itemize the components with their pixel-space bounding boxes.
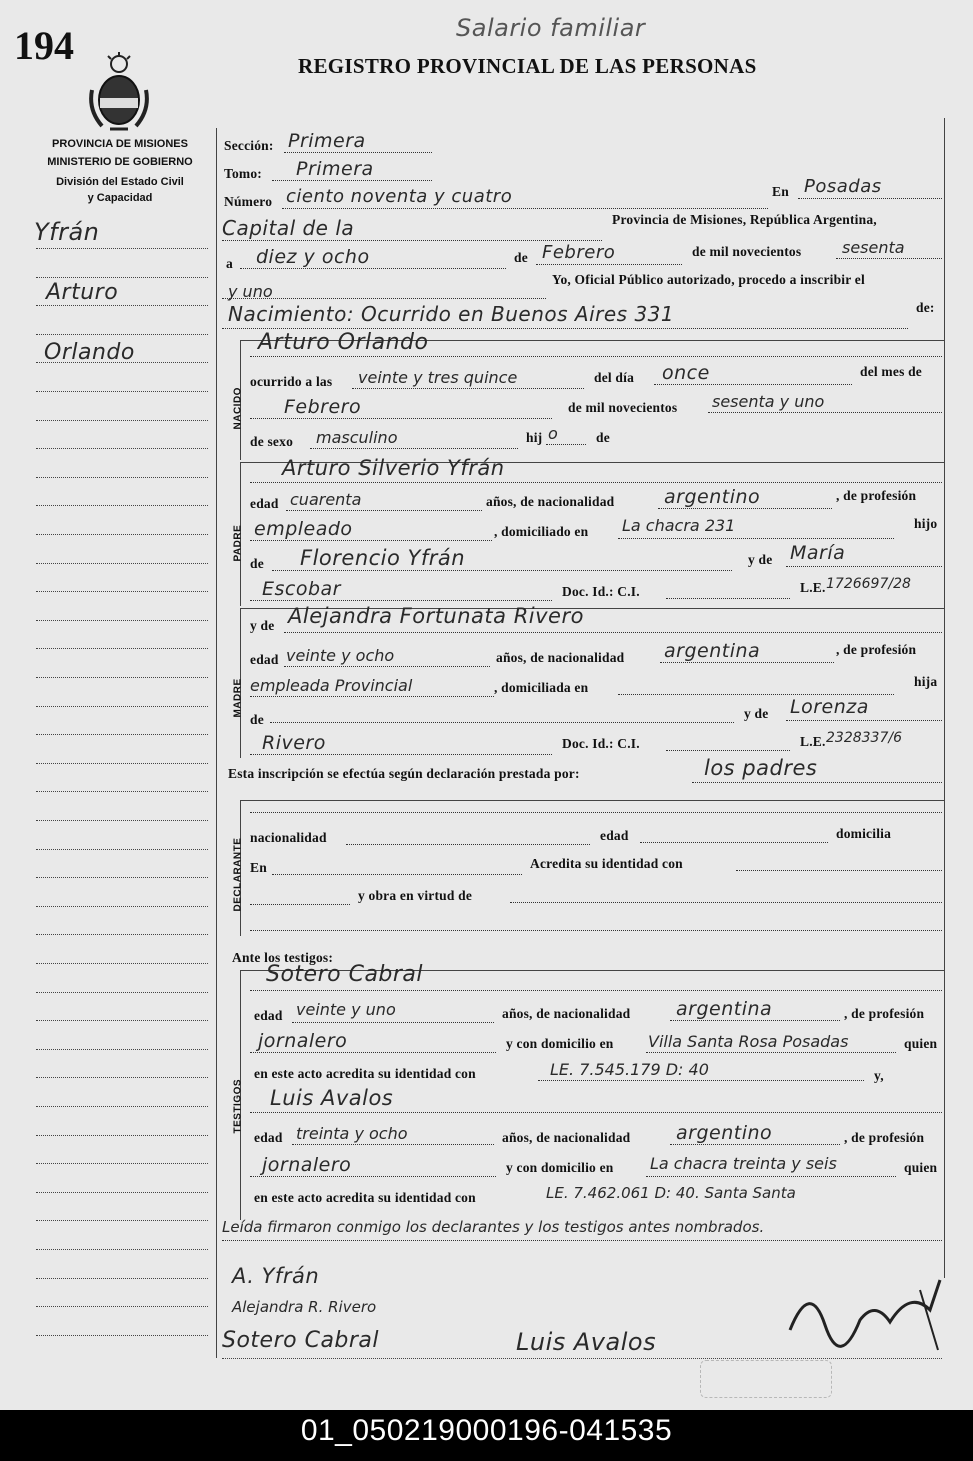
label-de-abuelo: de bbox=[250, 556, 264, 571]
coat-of-arms-icon bbox=[88, 50, 150, 132]
label-nac-t2: años, de nacionalidad bbox=[502, 1130, 631, 1145]
label-le-madre: L.E. bbox=[800, 734, 826, 749]
label-de-colon: de: bbox=[916, 300, 935, 315]
label-ante-testigos: Ante los testigos: bbox=[232, 950, 334, 965]
section-declarante: DECLARANTE bbox=[232, 837, 244, 912]
value-testigo1-nacionalidad: argentina bbox=[676, 998, 773, 1020]
value-madre-abuela-apellido: Rivero bbox=[262, 732, 326, 754]
label-nacionalidad-decl: nacionalidad bbox=[250, 830, 327, 845]
label-de-mes: de bbox=[514, 250, 528, 265]
margin-rule bbox=[36, 706, 208, 707]
value-declarantes: los padres bbox=[704, 756, 818, 780]
issuer-line-2: MINISTERIO DE GOBIERNO bbox=[47, 156, 193, 168]
issuer-line-1: PROVINCIA DE MISIONES bbox=[52, 138, 188, 150]
section-madre: MADRE bbox=[232, 678, 244, 718]
value-numero: ciento noventa y cuatro bbox=[286, 186, 513, 207]
value-hora: veinte y tres quince bbox=[358, 368, 518, 387]
margin-rule bbox=[36, 534, 208, 535]
value-madre-edad: veinte y ocho bbox=[286, 646, 395, 665]
margin-rule bbox=[36, 1306, 208, 1307]
margin-rule bbox=[36, 1335, 208, 1336]
margin-rule bbox=[36, 648, 208, 649]
margin-rule bbox=[36, 563, 208, 564]
value-testigo1-domicilio: Villa Santa Rosa Posadas bbox=[648, 1032, 849, 1051]
value-anio: sesenta bbox=[842, 238, 905, 257]
label-seccion: Sección: bbox=[224, 138, 274, 153]
label-anos-nac-padre: años, de nacionalidad bbox=[486, 494, 615, 509]
section-padre: PADRE bbox=[232, 524, 244, 562]
value-testigo2-domicilio: La chacra treinta y seis bbox=[650, 1154, 837, 1173]
margin-rule bbox=[36, 1020, 208, 1021]
margin-rule bbox=[36, 334, 208, 335]
label-edad-padre: edad bbox=[250, 496, 279, 511]
label-oficial: Yo, Oficial Público autorizado, procedo a inscribir el bbox=[552, 272, 865, 287]
label-y-de-abuela-m: y de bbox=[744, 706, 769, 721]
margin-rule bbox=[36, 734, 208, 735]
margin-rule bbox=[36, 1163, 208, 1164]
label-le-padre: L.E. bbox=[800, 580, 826, 595]
section-nacido: NACIDO bbox=[232, 387, 244, 430]
value-sexo: masculino bbox=[316, 428, 398, 447]
column-divider bbox=[216, 128, 217, 1358]
value-hij-suffix: o bbox=[548, 424, 558, 443]
value-testigo2-doc: LE. 7.462.061 D: 40. Santa Santa bbox=[546, 1184, 796, 1202]
issuer-line-4: y Capacidad bbox=[87, 192, 153, 204]
label-domiciliada: , domiciliada en bbox=[494, 680, 589, 695]
signature-3: Sotero Cabral bbox=[222, 1328, 380, 1353]
label-doc-madre: Doc. Id.: C.I. bbox=[562, 736, 640, 751]
closing-text: Leída firmaron conmigo los declarantes y los testigos antes nombrados. bbox=[222, 1218, 765, 1236]
label-y-t1: y, bbox=[874, 1068, 884, 1083]
label-dom-t2: y con domicilio en bbox=[506, 1160, 614, 1175]
margin-rule bbox=[36, 505, 208, 506]
value-madre-profesion: empleada Provincial bbox=[250, 676, 413, 695]
value-padre-edad: cuarenta bbox=[290, 490, 362, 509]
value-madre-abuela: Lorenza bbox=[790, 696, 869, 718]
label-este-acto-t2: en este acto acredita su identidad con bbox=[254, 1190, 476, 1205]
label-edad-madre: edad bbox=[250, 652, 279, 667]
label-quien-t1: quien bbox=[904, 1036, 938, 1051]
margin-rule bbox=[36, 248, 208, 249]
margin-rule bbox=[36, 791, 208, 792]
label-este-acto-t1: en este acto acredita su identidad con bbox=[254, 1066, 476, 1081]
label-ocurrido: ocurrido a las bbox=[250, 374, 333, 389]
label-hijo: hijo bbox=[914, 516, 938, 531]
margin-rule bbox=[36, 877, 208, 878]
label-hija: hija bbox=[914, 674, 938, 689]
label-edad-t2: edad bbox=[254, 1130, 283, 1145]
value-abuela: María bbox=[790, 542, 846, 564]
margin-rule bbox=[36, 963, 208, 964]
margin-rule bbox=[36, 763, 208, 764]
label-nac-t1: años, de nacionalidad bbox=[502, 1006, 631, 1021]
value-testigo2-nombre: Luis Avalos bbox=[270, 1086, 394, 1110]
margin-rule bbox=[36, 420, 208, 421]
signature-4: Luis Avalos bbox=[516, 1328, 657, 1356]
margin-rule bbox=[36, 1135, 208, 1136]
margin-first-name: Arturo bbox=[46, 280, 119, 305]
value-padre-nombre: Arturo Silverio Yfrán bbox=[282, 456, 505, 480]
value-dia-nac: once bbox=[662, 362, 710, 384]
value-abuela-apellido: Escobar bbox=[262, 578, 341, 600]
right-border bbox=[944, 118, 945, 1278]
label-edad-decl: edad bbox=[600, 828, 629, 843]
top-note: Salario familiar bbox=[456, 14, 646, 42]
value-dia: diez y ocho bbox=[256, 246, 370, 268]
label-y-de-madre: y de bbox=[250, 618, 275, 633]
value-abuelo: Florencio Yfrán bbox=[300, 546, 466, 570]
value-testigo2-edad: treinta y ocho bbox=[296, 1124, 408, 1143]
label-prof-t2: , de profesión bbox=[844, 1130, 925, 1145]
label-y-de-abuela: y de bbox=[748, 552, 773, 567]
value-testigo2-profesion: jornalero bbox=[262, 1154, 352, 1176]
margin-rule bbox=[36, 591, 208, 592]
value-padre-domicilio: La chacra 231 bbox=[622, 516, 736, 535]
label-profesion-madre: , de profesión bbox=[836, 642, 917, 657]
label-en-decl: En bbox=[250, 860, 267, 875]
value-mes-nac: Febrero bbox=[284, 396, 362, 418]
margin-rule bbox=[36, 992, 208, 993]
margin-rule bbox=[36, 820, 208, 821]
value-padre-nacionalidad: argentino bbox=[664, 486, 761, 508]
label-domicilia-decl: domicilia bbox=[836, 826, 892, 841]
margin-surname: Yfrán bbox=[34, 218, 100, 246]
margin-rule bbox=[36, 620, 208, 621]
label-de-abuela-m: de bbox=[250, 712, 264, 727]
value-mes: Febrero bbox=[542, 242, 616, 263]
margin-rule bbox=[36, 1220, 208, 1221]
label-declaracion: Esta inscripción se efectúa según declaración prestada por: bbox=[228, 766, 580, 781]
label-profesion-padre: , de profesión bbox=[836, 488, 917, 503]
label-de-mil-nov: de mil novecientos bbox=[568, 400, 678, 415]
label-en: En bbox=[772, 184, 789, 199]
signature-2: Alejandra R. Rivero bbox=[232, 1298, 377, 1316]
margin-rule bbox=[36, 277, 208, 278]
value-madre-nacionalidad: argentina bbox=[664, 640, 761, 662]
value-testigo1-profesion: jornalero bbox=[258, 1030, 348, 1052]
label-domiciliado: , domiciliado en bbox=[494, 524, 589, 539]
label-prof-t1: , de profesión bbox=[844, 1006, 925, 1021]
margin-rule bbox=[36, 305, 208, 306]
value-testigo2-nacionalidad: argentino bbox=[676, 1122, 773, 1144]
margin-rule bbox=[36, 1278, 208, 1279]
section-testigos: TESTIGOS bbox=[232, 1078, 244, 1134]
margin-rule bbox=[36, 849, 208, 850]
value-padre-profesion: empleado bbox=[254, 518, 353, 540]
margin-second-name: Orlando bbox=[44, 340, 135, 365]
official-signature-icon bbox=[780, 1270, 950, 1370]
value-tomo: Primera bbox=[296, 158, 374, 180]
value-lugar: Posadas bbox=[804, 176, 882, 197]
label-sexo: de sexo bbox=[250, 434, 294, 449]
document-title: REGISTRO PROVINCIAL DE LAS PERSONAS bbox=[298, 54, 757, 78]
margin-rule bbox=[36, 1249, 208, 1250]
value-anio-2: y uno bbox=[228, 282, 273, 301]
value-testigo1-doc: LE. 7.545.179 D: 40 bbox=[550, 1060, 709, 1079]
value-capital: Capital de la bbox=[222, 216, 355, 240]
label-quien-t2: quien bbox=[904, 1160, 938, 1175]
margin-rule bbox=[36, 1077, 208, 1078]
value-anio-nac: sesenta y uno bbox=[712, 392, 825, 411]
margin-rule bbox=[36, 934, 208, 935]
page-number: 194 bbox=[14, 23, 74, 68]
label-dom-t1: y con domicilio en bbox=[506, 1036, 614, 1051]
margin-rule bbox=[36, 1049, 208, 1050]
margin-rule bbox=[36, 448, 208, 449]
value-madre-le: 2328337/6 bbox=[826, 730, 902, 746]
value-acta: Nacimiento: Ocurrido en Buenos Aires 331 bbox=[228, 302, 675, 326]
value-madre-nombre: Alejandra Fortunata Rivero bbox=[288, 604, 584, 628]
value-padre-le: 1726697/28 bbox=[826, 576, 911, 592]
margin-rule bbox=[36, 477, 208, 478]
label-numero: Número bbox=[224, 194, 273, 209]
label-de-hij: de bbox=[596, 430, 610, 445]
footer-code: 01_050219000196-041535 bbox=[300, 1414, 673, 1447]
stamp bbox=[700, 1360, 832, 1398]
label-del-dia: del día bbox=[594, 370, 635, 385]
label-hij: hij bbox=[526, 430, 543, 445]
label-mil-nov: de mil novecientos bbox=[692, 244, 802, 259]
value-seccion: Primera bbox=[288, 130, 366, 152]
label-acredita-decl: Acredita su identidad con bbox=[530, 856, 683, 871]
value-testigo1-edad: veinte y uno bbox=[296, 1000, 396, 1019]
label-tomo: Tomo: bbox=[224, 166, 263, 181]
margin-rule bbox=[36, 906, 208, 907]
margin-rule bbox=[36, 391, 208, 392]
margin-rule bbox=[36, 362, 208, 363]
value-testigo1-nombre: Sotero Cabral bbox=[266, 962, 424, 987]
label-doc-padre: Doc. Id.: C.I. bbox=[562, 584, 640, 599]
label-del-mes: del mes de bbox=[860, 364, 922, 379]
label-edad-t1: edad bbox=[254, 1008, 283, 1023]
label-provincia: Provincia de Misiones, República Argentina, bbox=[612, 212, 877, 227]
margin-rule bbox=[36, 1192, 208, 1193]
value-nombre: Arturo Orlando bbox=[258, 330, 429, 355]
signature-1: A. Yfrán bbox=[232, 1264, 320, 1288]
margin-rule bbox=[36, 677, 208, 678]
label-obra-decl: y obra en virtud de bbox=[358, 888, 473, 903]
issuer-line-3: División del Estado Civil bbox=[56, 176, 184, 188]
label-anos-nac-madre: años, de nacionalidad bbox=[496, 650, 625, 665]
margin-rule bbox=[36, 1106, 208, 1107]
label-a: a bbox=[226, 256, 233, 271]
